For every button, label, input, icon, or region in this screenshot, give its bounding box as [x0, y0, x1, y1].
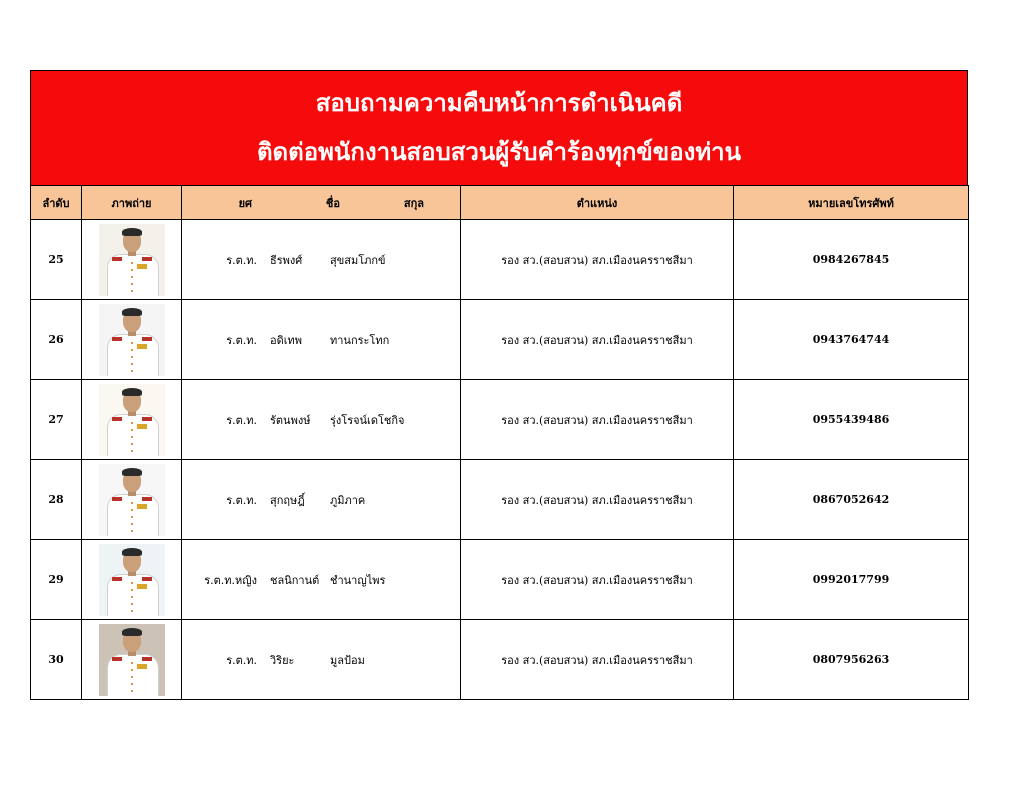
officer-photo	[99, 624, 165, 696]
photo-cell	[82, 540, 182, 620]
header-photo: ภาพถ่าย	[82, 186, 182, 220]
name-cell	[182, 300, 461, 380]
photo-cell	[82, 220, 182, 300]
officer-photo	[99, 304, 165, 376]
officer-last-name: ภูมิภาค	[330, 493, 366, 507]
officer-rank: ร.ต.ท.หญิง	[204, 573, 257, 587]
officer-rank: ร.ต.ท.	[226, 653, 257, 667]
officer-photo	[99, 544, 165, 616]
officer-phone[interactable]: 0955439486	[734, 380, 969, 460]
name-cell	[182, 380, 461, 460]
officer-phone[interactable]: 0807956263	[734, 620, 969, 700]
officer-position: รอง สว.(สอบสวน) สภ.เมืองนครราชสีมา	[461, 300, 734, 380]
row-number: 28	[31, 460, 82, 540]
officer-position: รอง สว.(สอบสวน) สภ.เมืองนครราชสีมา	[461, 460, 734, 540]
name-cell	[182, 540, 461, 620]
officer-first-name: สุกฤษฎิ์	[270, 493, 305, 507]
officer-position: รอง สว.(สอบสวน) สภ.เมืองนครราชสีมา	[461, 620, 734, 700]
photo-cell	[82, 620, 182, 700]
header-position: ตำแหน่ง	[461, 186, 734, 220]
officer-position: รอง สว.(สอบสวน) สภ.เมืองนครราชสีมา	[461, 380, 734, 460]
header-last: สกุล	[403, 196, 424, 210]
officer-phone[interactable]: 0984267845	[734, 220, 969, 300]
header-rank: ยศ	[238, 196, 252, 210]
officer-rank: ร.ต.ท.	[226, 253, 257, 267]
officer-photo	[99, 224, 165, 296]
row-number: 25	[31, 220, 82, 300]
table-row	[31, 620, 969, 700]
contact-sheet	[30, 70, 968, 700]
photo-cell	[82, 460, 182, 540]
officer-last-name: รุ่งโรจน์เดโชกิจ	[330, 413, 405, 427]
officer-first-name: ธีรพงศ์	[270, 253, 303, 267]
officer-last-name: สุขสมโภกข์	[330, 253, 386, 267]
table-row	[31, 220, 969, 300]
row-number: 27	[31, 380, 82, 460]
name-cell	[182, 220, 461, 300]
row-number: 30	[31, 620, 82, 700]
photo-cell	[82, 380, 182, 460]
header-no: ลำดับ	[31, 186, 82, 220]
officer-table	[30, 185, 969, 700]
officer-last-name: มูลป้อม	[330, 653, 365, 667]
officer-phone[interactable]: 0867052642	[734, 460, 969, 540]
officer-phone[interactable]: 0992017799	[734, 540, 969, 620]
officer-first-name: รัตนพงษ์	[270, 413, 311, 427]
officer-rank: ร.ต.ท.	[226, 413, 257, 427]
officer-photo	[99, 384, 165, 456]
officer-photo	[99, 464, 165, 536]
officer-phone[interactable]: 0943764744	[734, 300, 969, 380]
header-phone: หมายเลขโทรศัพท์	[734, 186, 969, 220]
title-line-2: ติดต่อพนักงานสอบสวนผู้รับคำร้องทุกข์ของท่าน	[256, 137, 742, 166]
officer-position: รอง สว.(สอบสวน) สภ.เมืองนครราชสีมา	[461, 220, 734, 300]
table-row	[31, 460, 969, 540]
officer-last-name: ชำนาญไพร	[330, 573, 386, 587]
table-row	[31, 300, 969, 380]
title-line-1: สอบถามความคืบหน้าการดำเนินคดี	[315, 88, 683, 118]
officer-last-name: ทานกระโทก	[330, 333, 390, 347]
row-number: 26	[31, 300, 82, 380]
name-cell	[182, 460, 461, 540]
header-first: ชื่อ	[325, 196, 340, 210]
officer-first-name: วิริยะ	[270, 653, 295, 667]
officer-position: รอง สว.(สอบสวน) สภ.เมืองนครราชสีมา	[461, 540, 734, 620]
table-row	[31, 540, 969, 620]
photo-cell	[82, 300, 182, 380]
table-header-row	[31, 186, 969, 220]
header-name	[182, 186, 461, 220]
officer-first-name: อดิเทพ	[270, 333, 303, 347]
title-banner	[30, 70, 968, 185]
name-cell	[182, 620, 461, 700]
officer-rank: ร.ต.ท.	[226, 493, 257, 507]
table-row	[31, 380, 969, 460]
row-number: 29	[31, 540, 82, 620]
officer-first-name: ชลนิกานต์	[270, 573, 320, 587]
officer-rank: ร.ต.ท.	[226, 333, 257, 347]
